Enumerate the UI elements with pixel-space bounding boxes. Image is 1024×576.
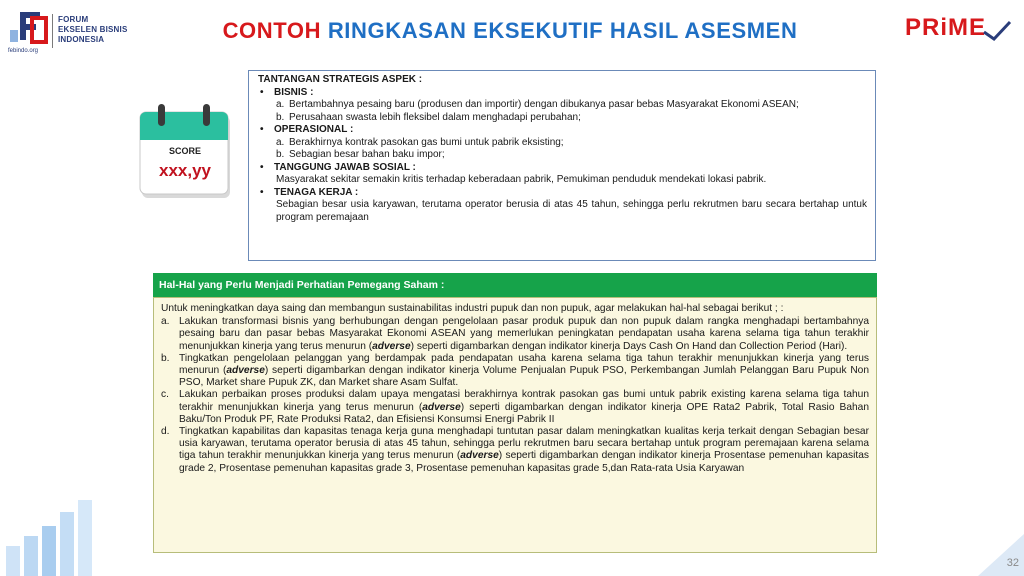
bullet-icon: • (260, 86, 264, 98)
attention-point: b. Tingkatkan pengelolaan pelanggan yang berdampak pada pendapatan usaha karena selama tiga tahun terakhir menunjukkan kinerja yang terus menurun (adverse) seperti digambarkan dengan indikator kinerja Volume Penjualan Pupuk PSO, Perkembangan Jumlah Pelanggan Baru Pupuk Non PSO, Market share Pupuk ZK, dan Market share Asam Sulfat. (161, 352, 870, 389)
attention-heading: Hal-Hal yang Perlu Menjadi Perhatian Pemegang Saham : (153, 273, 877, 297)
febindo-logo-mark-icon (6, 8, 50, 50)
attention-point: c. Lakukan perbaikan proses produksi dalam upaya mengatasi berakhirnya kontrak pasokan gas bumi untuk pabrik existing karena selama tiga tahun terakhir menunjukkan kinerja yang terus menurun (adverse) seperti digambarkan dengan indikator kinerja OPE Rata2 Pabrik, Total Rasio Bahan Baku/Ton Produk PF, Rate Produksi Rata2, dan Efisiensi Konsumsi Energi Pabrik II (161, 389, 869, 425)
challenge-item: a. Berakhirnya kontrak pasokan gas bumi untuk pabrik eksisting; (276, 136, 564, 148)
section-title: TANGGUNG JAWAB SOSIAL : (274, 161, 416, 173)
page-number: 32 (1006, 557, 1019, 569)
title-red-part: CONTOH (222, 18, 322, 43)
logo-line-1: FORUM (58, 15, 89, 24)
bullet-icon: • (260, 186, 264, 198)
challenges-heading: TANTANGAN STRATEGIS ASPEK : (258, 74, 423, 85)
score-value: xxx,yy (159, 161, 211, 180)
decorative-bars-icon (0, 496, 110, 576)
attention-intro: Untuk meningkatkan daya saing dan membangun sustainabilitas industri pupuk dan non pupuk, agar melakukan hal-hal sebagai berikut ; : (161, 303, 784, 314)
prime-logo (905, 14, 986, 42)
challenge-item: b. Sebagian besar bahan baku impor; (276, 149, 445, 160)
strategic-challenges-box (248, 70, 876, 261)
prime-logo-right: E (969, 14, 987, 41)
logo-line-2: EKSELEN BISNIS (58, 25, 128, 34)
attention-point: a. Lakukan transformasi bisnis yang berhubungan dengan pengelolaan pasar produk pupuk dan non pupuk dalam rangka menghadapi bertambahnya pesaing baru dan pasar bebas Masyarakat Ekonomi ASEAN yang memerlukan peningkatan pendapatan usaha karena selama tiga tahun terakhir menunjukkan kinerja yang terus menurun (adverse) seperti digambarkan dengan indikator kinerja Days Cash On Hand dan Collection Period (Hari). (161, 316, 869, 352)
challenge-paragraph: Masyarakat sekitar semakin kritis terhadap keberadaan pabrik, Pemukiman penduduk mendekati lokasi pabrik. (276, 174, 767, 185)
challenge-item: a. Bertambahnya pesaing baru (produsen dan importir) dengan dibukanya pasar bebas Masyarakat Ekonomi ASEAN; (276, 99, 799, 110)
challenge-paragraph: Sebagian besar usia karyawan, terutama operator berusia di atas 45 tahun, sehingga perlu rekrutmen baru secara bertahap untuk program peremajaan (276, 199, 867, 223)
score-label: SCORE (168, 146, 201, 156)
attention-point: d. Tingkatkan kapabilitas dan kapasitas tenaga kerja guna menghadapi tuntutan pasar dalam meningkatkan kualitas kerja terkait dengan Sebagian besar usia karyawan, terutama operator berusia di atas 45 tahun, sehingga perlu rekrutmen baru secara bertahap untuk program peremajaan karena selama tiga tahun terakhir menunjukkan kinerja yang terus menurun (adverse) seperti digambarkan dengan indikator kinerja Prosentase pemenuhan kapasitas grade 2, Prosentase pemenuhan kapasitas grade 3, Prosentase pemenuhan kapasitas grade 5,dan Rata-rata Usia Karyawan (161, 426, 869, 474)
challenge-section-tenaga-kerja (260, 187, 867, 200)
title-blue-part: RINGKASAN EKSEKUTIF HASIL ASESMEN (327, 18, 798, 43)
section-title: OPERASIONAL : (274, 124, 354, 135)
logo-line-3: INDONESIA (58, 35, 105, 44)
challenge-item: b. Perusahaan swasta lebih fleksibel dalam menghadapi perubahan; (276, 111, 581, 123)
slide-title (180, 18, 840, 44)
decorative-corner-icon (978, 534, 1024, 576)
logo-divider (52, 14, 53, 48)
bullet-icon: • (260, 161, 264, 173)
section-title: TENAGA KERJA : (274, 186, 359, 198)
section-title: BISNIS : (274, 86, 314, 98)
prime-check-icon (982, 20, 1012, 42)
challenge-section-operasional (260, 124, 867, 137)
prime-logo-left: PRiM (905, 14, 969, 41)
logo-wordmark (58, 15, 127, 45)
bullet-icon: • (260, 124, 264, 135)
febindo-logo (6, 8, 146, 54)
challenge-section-bisnis (260, 87, 867, 100)
logo-site-text: febindo.org (8, 48, 39, 54)
challenge-section-tanggung-jawab-sosial (260, 162, 867, 175)
attention-box (153, 297, 877, 553)
